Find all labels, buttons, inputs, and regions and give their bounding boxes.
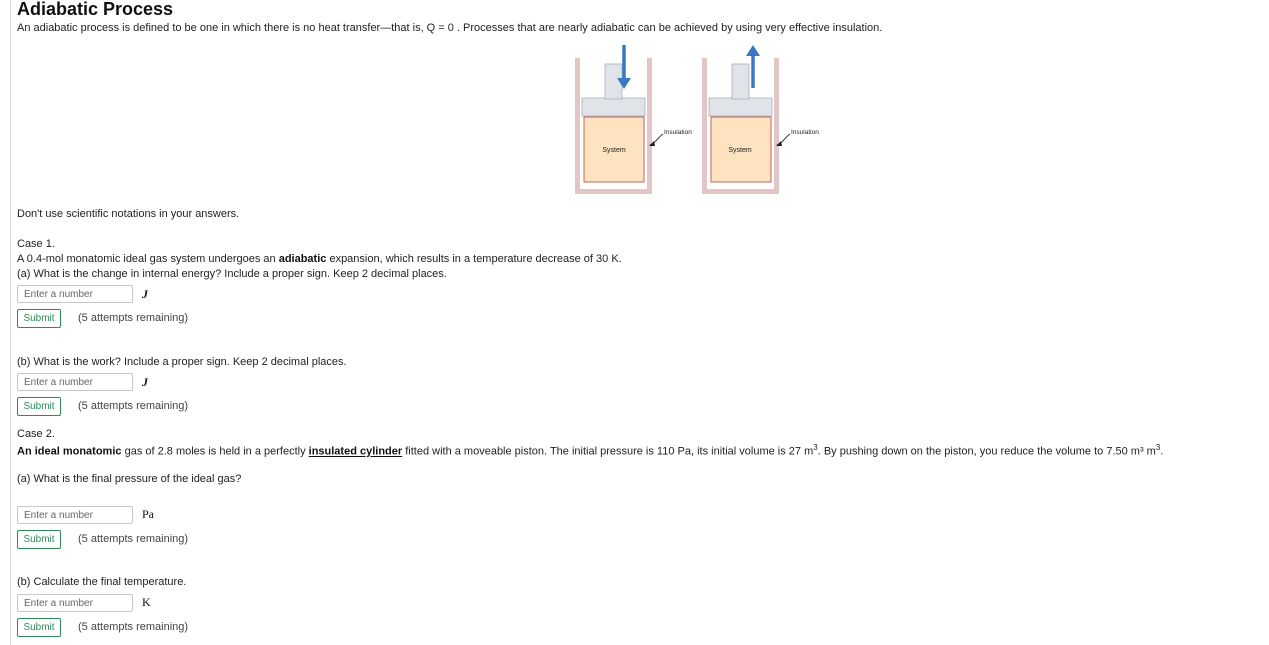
attempts-remaining-1a: (5 attempts remaining) — [78, 312, 189, 324]
case2-question-a: (a) What is the final pressure of the ideal gas? — [17, 473, 242, 485]
submit-button-1b[interactable]: Submit — [17, 397, 61, 416]
submit-button-1a[interactable]: Submit — [17, 309, 61, 328]
insulation-label-right: Insulation — [791, 129, 819, 136]
unit-label-2a: Pa — [142, 507, 154, 521]
case1-heading: Case 1. — [17, 238, 55, 250]
answer-input-2b[interactable] — [17, 594, 133, 612]
attempts-remaining-1b: (5 attempts remaining) — [78, 400, 189, 412]
case2-description: An ideal monatomic gas of 2.8 moles is held in a perfectly insulated cylinder fitted with a moveable piston. The initial pressure is 110 Pa, its initial volume is 27 $m^3$. By pushing down on the piston, you reduce the volume to 7.50 m³ $m^3$. — [17, 443, 1164, 458]
intro-text: An adiabatic process is defined to be one in which there is no heat transfer—that is, Q = 0 . Processes that are nearly adiabatic can be achieved by using very effective insulation. — [17, 22, 883, 34]
notation-note: Don't use scientific notations in your answers. — [17, 208, 240, 220]
submit-button-2a[interactable]: Submit — [17, 530, 61, 549]
system-label-right: System — [728, 147, 752, 154]
system-label-left: System — [602, 147, 626, 154]
case2-question-b: (b) Calculate the final temperature. — [17, 576, 187, 588]
case1-question-a: (a) What is the change in internal energy? Include a proper sign. Keep 2 decimal places. — [17, 268, 447, 280]
answer-input-1a[interactable] — [17, 285, 133, 303]
answer-input-1b[interactable] — [17, 373, 133, 391]
page-title: Adiabatic Process — [17, 0, 174, 19]
left-border — [10, 0, 11, 645]
expansion-apparatus — [702, 45, 779, 194]
arrow-up-icon — [746, 45, 760, 56]
case1-question-b: (b) What is the work? Include a proper sign. Keep 2 decimal places. — [17, 356, 347, 368]
attempts-remaining-2a: (5 attempts remaining) — [78, 533, 189, 545]
submit-button-2b[interactable]: Submit — [17, 618, 61, 637]
compression-apparatus — [575, 45, 652, 194]
unit-label-1a: J — [142, 287, 148, 301]
case2-heading: Case 2. — [17, 428, 55, 440]
insulated-cylinder-link[interactable]: insulated cylinder — [308, 445, 403, 458]
answer-input-2a[interactable] — [17, 506, 133, 524]
case1-description: A 0.4-mol monatomic ideal gas system undergoes an adiabatic expansion, which results in a temperature decrease of 30 K. — [17, 253, 622, 265]
insulation-label-left: Insulation — [664, 129, 692, 136]
attempts-remaining-2b: (5 attempts remaining) — [78, 621, 189, 633]
unit-label-2b: K — [142, 595, 151, 609]
unit-label-1b: J — [142, 375, 148, 389]
adiabatic-figure — [570, 40, 830, 196]
